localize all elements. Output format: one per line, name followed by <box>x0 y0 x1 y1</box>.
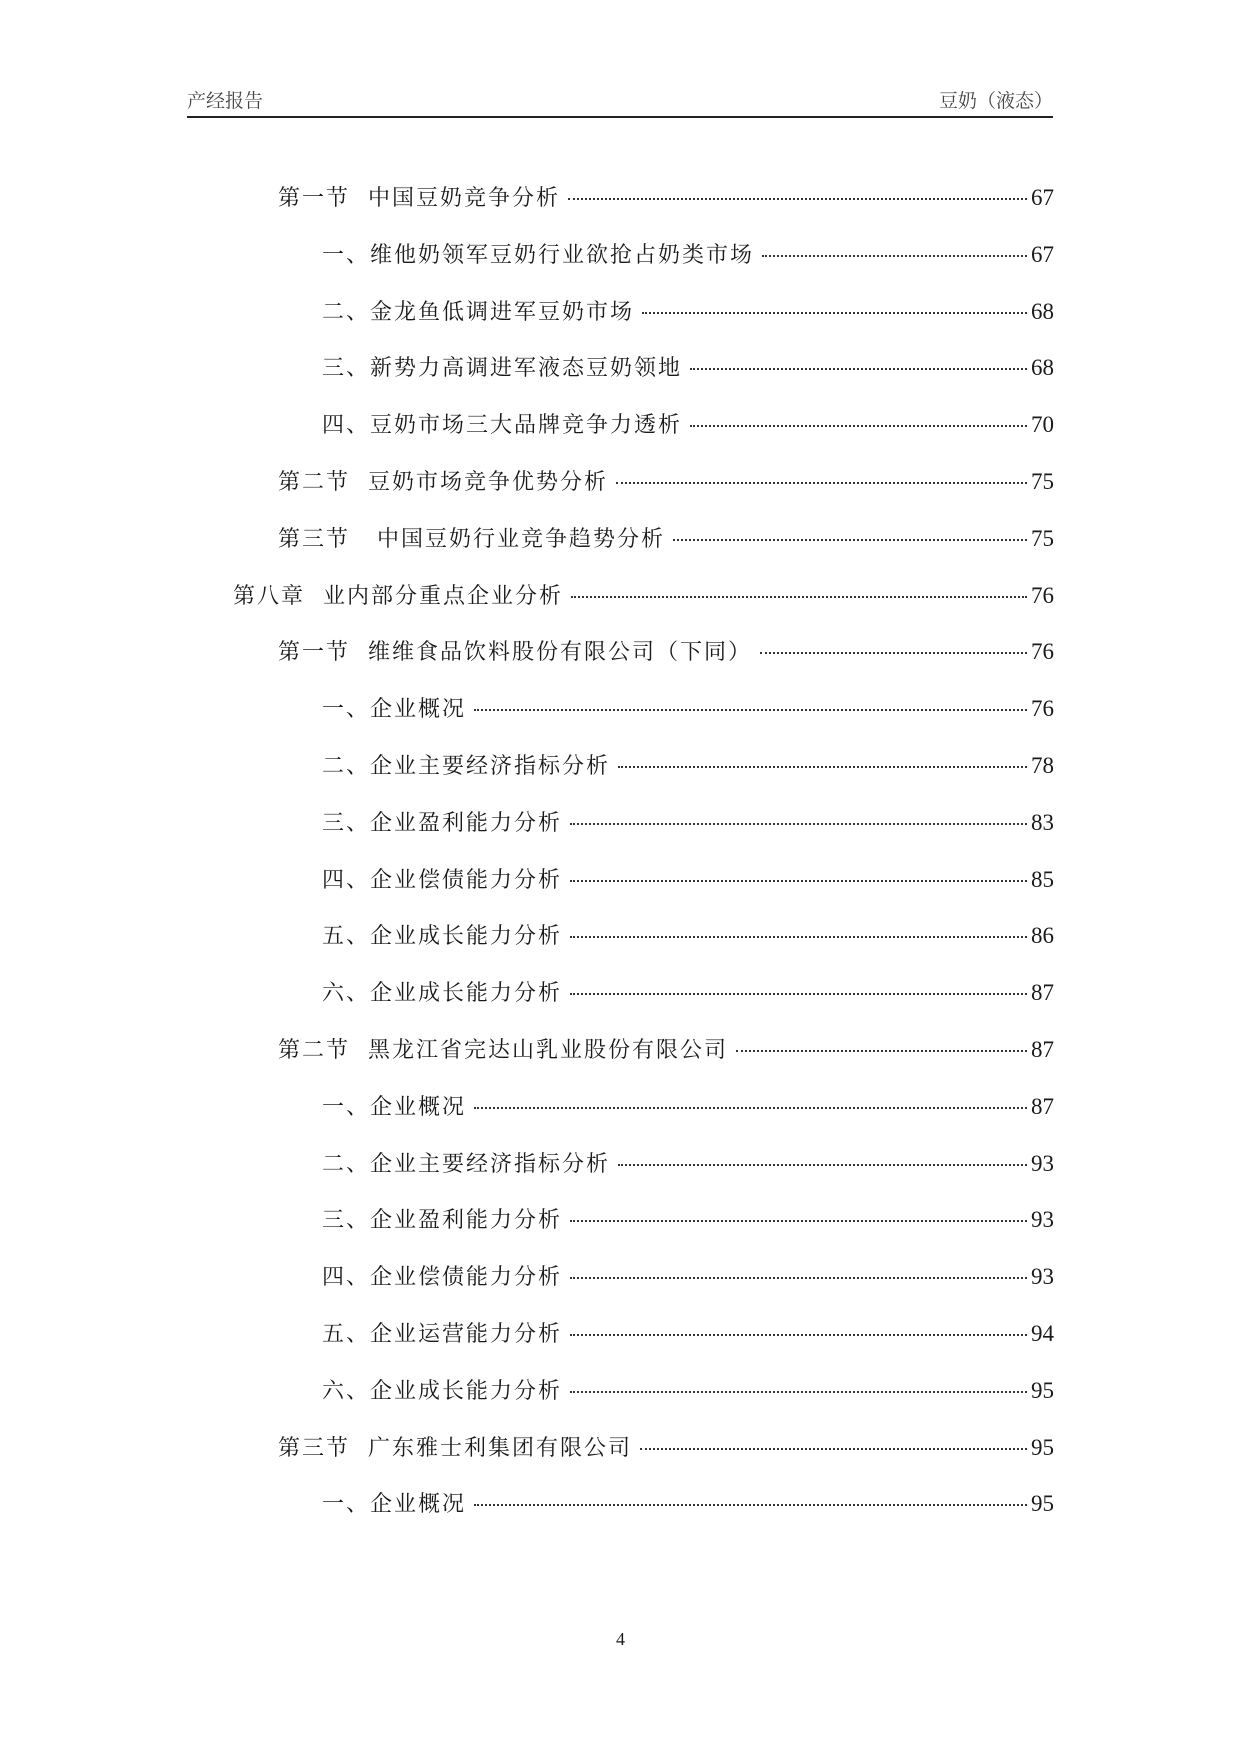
toc-leader-dots <box>736 1050 1027 1052</box>
toc-entry-title <box>278 635 760 666</box>
toc-entry-title <box>278 181 568 212</box>
toc-entry-text: 二、金龙鱼低调进军豆奶市场 <box>322 299 635 325</box>
toc-entry-title <box>322 749 618 780</box>
toc-leader-dots <box>570 936 1027 938</box>
toc-entry-text: 二、企业主要经济指标分析 <box>322 1151 611 1177</box>
toc-entry-page: 95 <box>1031 1434 1054 1460</box>
toc-entry[interactable] <box>233 579 1054 615</box>
toc-leader-dots <box>570 1220 1027 1222</box>
toc-entry[interactable] <box>278 465 1054 501</box>
toc-entry[interactable] <box>278 635 1054 671</box>
toc-entry[interactable] <box>322 1147 1054 1183</box>
toc-entry-page: 93 <box>1031 1207 1054 1233</box>
toc-entry-title <box>322 1147 618 1178</box>
toc-entry-page: 94 <box>1031 1321 1054 1346</box>
toc-entry[interactable] <box>322 1260 1054 1296</box>
toc-entry-page: 75 <box>1031 469 1054 494</box>
toc-leader-dots <box>570 880 1027 882</box>
toc-entry-page: 78 <box>1031 753 1054 778</box>
toc-leader-dots <box>673 539 1027 541</box>
toc-entry-title <box>278 1033 736 1064</box>
toc-entry-page: 68 <box>1031 298 1054 324</box>
page-number: 4 <box>616 1629 625 1649</box>
toc-leader-dots <box>570 993 1027 995</box>
toc-leader-dots <box>690 368 1027 370</box>
toc-entry-page: 87 <box>1031 1093 1054 1119</box>
toc-entry-title <box>322 1317 570 1348</box>
toc-entry[interactable] <box>322 919 1054 955</box>
toc-entry-text: 中国豆奶行业竞争趋势分析 <box>368 526 666 552</box>
toc-entry-text: 黑龙江省完达山乳业股份有限公司 <box>368 1038 729 1063</box>
toc-leader-dots <box>690 425 1027 427</box>
toc-entry-page: 85 <box>1031 866 1054 892</box>
toc-entry-text: 业内部分重点企业分析 <box>323 583 564 609</box>
toc-entry-page: 87 <box>1031 1037 1054 1062</box>
toc-leader-dots <box>474 709 1027 711</box>
toc-entry-title <box>278 465 616 496</box>
toc-entry[interactable] <box>322 408 1054 444</box>
toc-entry-section-number: 第八章 <box>233 583 306 609</box>
toc-entry-title <box>322 408 690 439</box>
toc-leader-dots <box>616 482 1027 484</box>
toc-entry-text: 六、企业成长能力分析 <box>322 981 563 1007</box>
toc-entry-text: 六、企业成长能力分析 <box>322 1378 563 1404</box>
toc-entry-text: 四、企业偿债能力分析 <box>322 867 563 893</box>
toc-entry-section-number: 第一节 <box>278 186 351 211</box>
toc-entry-title <box>322 1374 570 1405</box>
toc-entry-title <box>322 351 690 382</box>
toc-entry-page: 76 <box>1031 639 1054 665</box>
toc-entry-section-number: 第三节 <box>278 526 351 552</box>
toc-entry[interactable] <box>278 522 1054 558</box>
toc-entry-text: 一、企业概况 <box>322 1492 467 1518</box>
toc-entry-text: 中国豆奶竞争分析 <box>368 186 561 211</box>
toc-leader-dots <box>760 652 1027 654</box>
toc-entry-page: 87 <box>1031 980 1054 1006</box>
toc-leader-dots <box>571 596 1027 598</box>
toc-entry-text: 五、企业运营能力分析 <box>322 1322 563 1347</box>
toc-entry-text: 一、企业概况 <box>322 1094 467 1120</box>
toc-entry-text: 三、新势力高调进军液态豆奶领地 <box>322 356 683 382</box>
toc-entry-section-number: 第一节 <box>278 640 351 666</box>
toc-entry-section-number: 第二节 <box>278 470 351 495</box>
toc-entry[interactable] <box>322 295 1054 331</box>
toc-leader-dots <box>570 1334 1027 1336</box>
toc-entry-title <box>278 522 673 553</box>
toc-leader-dots <box>618 1164 1027 1166</box>
toc-entry-page: 95 <box>1031 1491 1054 1517</box>
toc-entry-section-number: 第三节 <box>278 1435 351 1461</box>
toc-leader-dots <box>570 823 1027 825</box>
toc-entry-page: 70 <box>1031 412 1054 438</box>
toc-entry-page: 86 <box>1031 923 1054 949</box>
toc-entry-title <box>322 692 474 723</box>
toc-entry[interactable] <box>322 238 1054 274</box>
toc-entry-text: 一、企业概况 <box>322 697 467 723</box>
toc-entry-title <box>322 863 570 894</box>
toc-leader-dots <box>642 312 1027 314</box>
toc-leader-dots <box>568 198 1027 200</box>
toc-entry-title <box>322 238 762 269</box>
toc-entry-text: 四、豆奶市场三大品牌竞争力透析 <box>322 413 683 439</box>
toc-entry[interactable] <box>322 749 1054 785</box>
toc-entry-title <box>322 1090 474 1121</box>
toc-entry-title <box>322 1203 570 1234</box>
toc-entry-title <box>322 1487 474 1518</box>
toc-entry[interactable] <box>322 1317 1054 1353</box>
toc-entry-text: 豆奶市场竞争优势分析 <box>368 470 609 495</box>
toc-entry[interactable] <box>322 1203 1054 1239</box>
toc-entry[interactable] <box>322 692 1054 728</box>
toc-entry-page: 75 <box>1031 525 1054 551</box>
toc-entry-page: 83 <box>1031 809 1054 835</box>
toc-entry-page: 93 <box>1031 1264 1054 1290</box>
toc-entry[interactable] <box>322 976 1054 1012</box>
toc-entry-text: 三、企业盈利能力分析 <box>322 810 563 836</box>
toc-entry-page: 67 <box>1031 241 1054 267</box>
toc-entry-text: 四、企业偿债能力分析 <box>322 1265 563 1291</box>
page-header <box>187 86 1053 118</box>
toc-entry-title <box>278 1431 640 1462</box>
toc-entry-section-number: 第二节 <box>278 1038 351 1063</box>
toc-leader-dots <box>474 1107 1027 1109</box>
toc-entry[interactable] <box>322 863 1054 899</box>
toc-entry-text: 广东雅士利集团有限公司 <box>368 1435 633 1461</box>
toc-entry-text: 维维食品饮料股份有限公司（下同） <box>368 640 753 666</box>
toc-entry-text: 三、企业盈利能力分析 <box>322 1208 563 1234</box>
toc-entry-title <box>322 919 570 950</box>
toc-entry[interactable] <box>322 1487 1054 1523</box>
toc-entry-title <box>322 806 570 837</box>
toc-leader-dots <box>640 1448 1027 1450</box>
toc-entry-title <box>322 295 642 326</box>
toc-entry-page: 93 <box>1031 1150 1054 1176</box>
toc-entry-text: 一、维他奶领军豆奶行业欲抢占奶类市场 <box>322 242 755 268</box>
toc-leader-dots <box>762 255 1027 257</box>
toc-entry[interactable] <box>278 1033 1054 1069</box>
toc-entry[interactable] <box>322 806 1054 842</box>
toc-entry[interactable] <box>322 1090 1054 1126</box>
toc-entry-page: 68 <box>1031 355 1054 381</box>
toc-entry[interactable] <box>322 351 1054 387</box>
toc-entry-title <box>233 579 571 610</box>
toc-entry-title <box>322 976 570 1007</box>
toc-leader-dots <box>570 1277 1027 1279</box>
toc-leader-dots <box>474 1504 1027 1506</box>
toc-entry-page: 95 <box>1031 1377 1054 1403</box>
toc-entry-page: 67 <box>1031 185 1054 210</box>
header-right-title: 豆奶（液态） <box>938 90 1053 112</box>
toc-entry[interactable] <box>278 181 1054 217</box>
toc-entry-page: 76 <box>1031 582 1054 608</box>
toc-entry[interactable] <box>322 1374 1054 1410</box>
toc-entry-page: 76 <box>1031 696 1054 722</box>
toc-leader-dots <box>618 766 1027 768</box>
toc-entry[interactable] <box>278 1431 1054 1467</box>
toc-entry-text: 二、企业主要经济指标分析 <box>322 754 611 779</box>
toc-entry-text: 五、企业成长能力分析 <box>322 924 563 950</box>
header-left-title: 产经报告 <box>187 90 264 112</box>
toc-entry-title <box>322 1260 570 1291</box>
toc-leader-dots <box>570 1391 1027 1393</box>
